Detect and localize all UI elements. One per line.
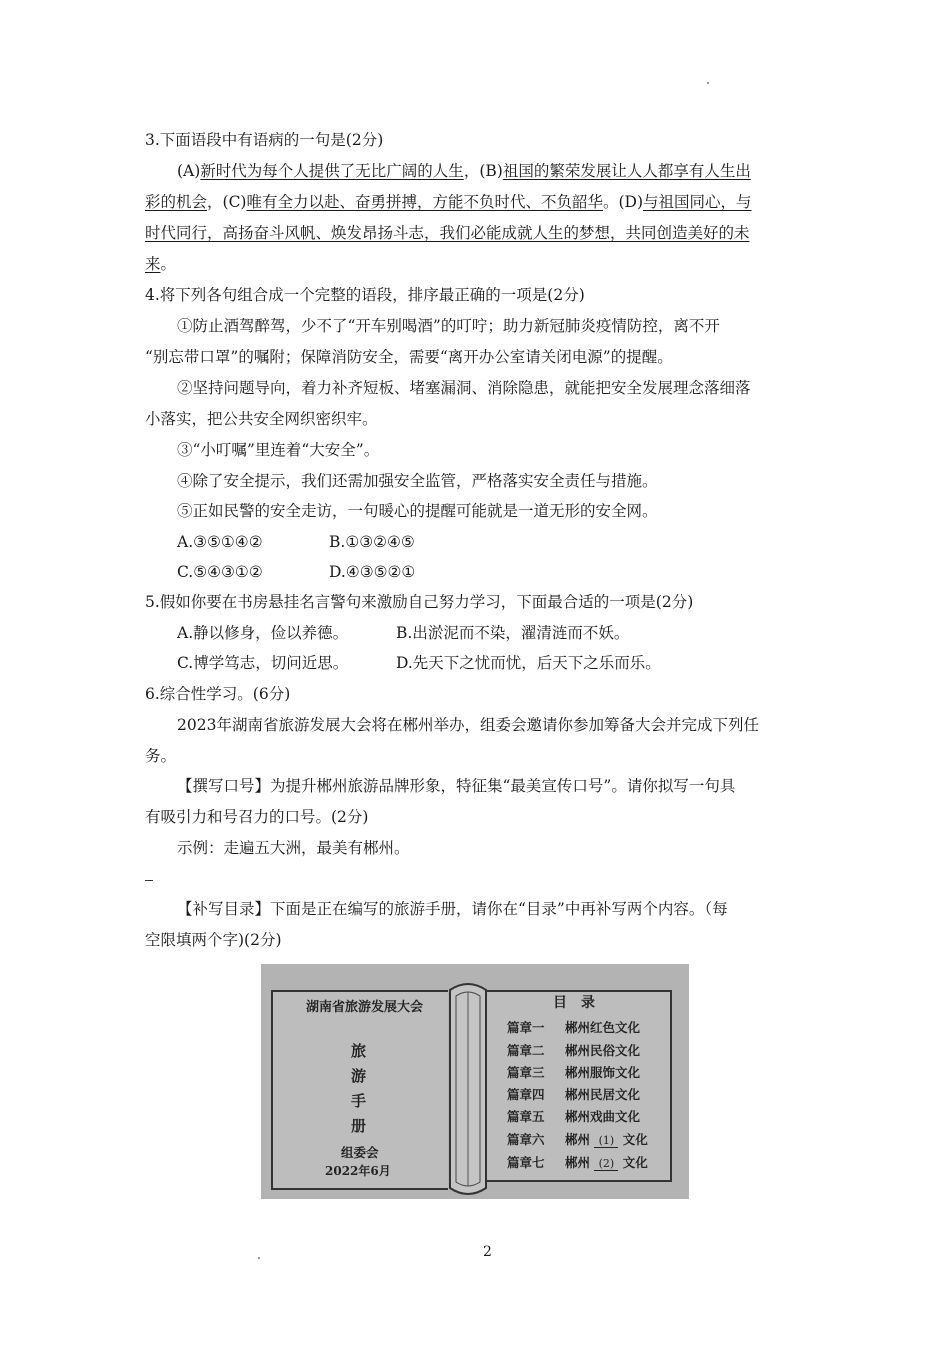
toc-chapter-label: 篇章六 <box>507 1132 545 1147</box>
q6-toc-line1: 【补写目录】下面是正在编写的旅游手册，请你在“目录”中再补写两个内容。（每 <box>177 900 728 918</box>
brochure-spine <box>448 978 488 1199</box>
q3-end: 。 <box>160 255 177 273</box>
q3-d-label: 。(D) <box>603 193 644 211</box>
toc-row <box>507 1041 677 1059</box>
q3-line4 <box>145 254 810 274</box>
toc-chapter-content: 郴州民俗文化 <box>565 1043 641 1058</box>
toc-title: 目 录 <box>553 995 595 1011</box>
cover-committee: 组委会 <box>341 1145 379 1160</box>
toc-suffix: 文化 <box>622 1155 648 1170</box>
toc-row-blank-2 <box>507 1153 677 1171</box>
q4-option-a: A.③⑤①④② <box>177 533 263 551</box>
q6-example: 示例：走遍五大洲，最美有郴州。 <box>177 839 410 857</box>
q6-intro-line2: 务。 <box>145 747 177 765</box>
cover-date: 2022年6月 <box>325 1164 391 1178</box>
toc-chapter-label: 篇章三 <box>507 1065 545 1080</box>
cover-char-3: 手 <box>351 1092 367 1110</box>
toc-row <box>507 1085 677 1103</box>
q3-sentence-b-part2: 彩的机会 <box>145 193 208 211</box>
q3-sentence-c: 唯有全力以赴、奋勇拼搏，方能不负时代、不负韶华 <box>246 193 603 211</box>
q4-option-c: C.⑤④③①② <box>177 563 263 581</box>
brochure-figure <box>261 964 689 1199</box>
q4-s5: ⑤正如民警的安全走访，一句暖心的提醒可能就是一道无形的安全网。 <box>177 502 658 520</box>
q6-slogan-line2: 有吸引力和号召力的口号。(2分) <box>145 808 369 826</box>
toc-blank-1: (1) <box>594 1134 618 1148</box>
q5-stem: 5.假如你要在书房悬挂名言警句来激励自己努力学习，下面最合适的一项是(2分) <box>145 593 694 611</box>
q5-option-c: C.博学笃志，切问近思。 <box>177 654 349 672</box>
toc-chapter-content: 郴州民居文化 <box>565 1087 641 1102</box>
toc-prefix: 郴州 <box>565 1155 591 1170</box>
q3-line1 <box>177 161 842 181</box>
q4-s2-line1: ②坚持问题导向，着力补齐短板、堵塞漏洞、消除隐患，就能把安全发展理念落细落 <box>177 379 751 397</box>
q6-intro-line1: 2023年湖南省旅游发展大会将在郴州举办，组委会邀请你参加筹备大会并完成下列任 <box>177 716 759 734</box>
toc-chapter-label: 篇章五 <box>507 1109 545 1124</box>
toc-chapter-label: 篇章四 <box>507 1087 545 1102</box>
scan-dot <box>707 82 709 84</box>
q3-line3 <box>145 223 810 243</box>
q5-option-b: B.出淤泥而不染，濯清涟而不妖。 <box>396 624 630 642</box>
cover-title: 湖南省旅游发展大会 <box>306 1000 424 1015</box>
toc-prefix: 郴州 <box>565 1132 591 1147</box>
q3-sentence-d-part2: 时代同行，高扬奋斗风帆、焕发昂扬斗志，我们必能成就人生的梦想，共同创造美好的未 <box>145 224 750 242</box>
q4-option-d: D.④③⑤②① <box>329 563 416 581</box>
toc-chapter-content: 郴州红色文化 <box>565 1020 641 1035</box>
q4-s1-line1: ①防止酒驾醉驾，少不了“开车别喝酒”的叮咛；助力新冠肺炎疫情防控，离不开 <box>177 317 720 335</box>
q3-sentence-d-part1: 与祖国同心，与 <box>643 193 752 211</box>
q3-sentence-b-part1: 祖国的繁荣发展让人人都享有人生出 <box>502 162 751 180</box>
q5-option-a: A.静以修身，俭以养德。 <box>177 624 349 642</box>
q5-option-d: D.先天下之忧而忧，后天下之乐而乐。 <box>396 654 661 672</box>
toc-chapter-content: 郴州戏曲文化 <box>565 1109 641 1124</box>
toc-row <box>507 1107 677 1125</box>
q6-stem: 6.综合性学习。(6分) <box>145 685 291 703</box>
toc-chapter-content: 郴州服饰文化 <box>565 1065 641 1080</box>
toc-row-blank-1 <box>507 1130 677 1148</box>
toc-row <box>507 1063 677 1081</box>
q4-s2-line2: 小落实，把公共安全网织密织牢。 <box>145 410 378 428</box>
q4-stem: 4.将下列各句组合成一个完整的语段，排序最正确的一项是(2分) <box>145 286 585 304</box>
q4-s1-line2: “别忘带口罩”的嘱附；保障消防安全，需要“离开办公室请关闭电源”的提醒。 <box>145 348 673 366</box>
answer-blank-mark <box>145 880 153 881</box>
toc-chapter-label: 篇章七 <box>507 1155 545 1170</box>
cover-char-4: 册 <box>351 1117 367 1135</box>
q4-s4: ④除了安全提示，我们还需加强安全监管，严格落实安全责任与措施。 <box>177 472 658 490</box>
toc-blank-2: (2) <box>594 1157 618 1171</box>
cover-char-1: 旅 <box>351 1042 367 1060</box>
q4-s3: ③“小叮嘱”里连着“大安全”。 <box>177 441 380 459</box>
toc-chapter-label: 篇章一 <box>507 1020 545 1035</box>
q3-sentence-d-part3: 来 <box>145 255 161 273</box>
q4-option-b: B.①③②④⑤ <box>329 533 415 551</box>
toc-chapter-label: 篇章二 <box>507 1043 545 1058</box>
q3-c-label: ，(C) <box>207 193 247 211</box>
q3-line2 <box>145 192 810 212</box>
q3-a-label: (A) <box>177 162 201 180</box>
toc-row <box>507 1018 677 1036</box>
q3-sentence-a: 新时代为每个人提供了无比广阔的人生 <box>200 162 464 180</box>
q6-slogan-line1: 【撰写口号】为提升郴州旅游品牌形象，特征集“最美宣传口号”。请你拟写一句具 <box>177 777 736 795</box>
cover-char-2: 游 <box>351 1067 367 1085</box>
q6-toc-line2: 空限填两个字)(2分) <box>145 931 282 949</box>
toc-suffix: 文化 <box>622 1132 648 1147</box>
q3-b-label: ，(B) <box>463 162 503 180</box>
q3-stem: 3.下面语段中有语病的一句是(2分) <box>145 131 384 149</box>
page-number: 2 <box>483 1244 492 1260</box>
